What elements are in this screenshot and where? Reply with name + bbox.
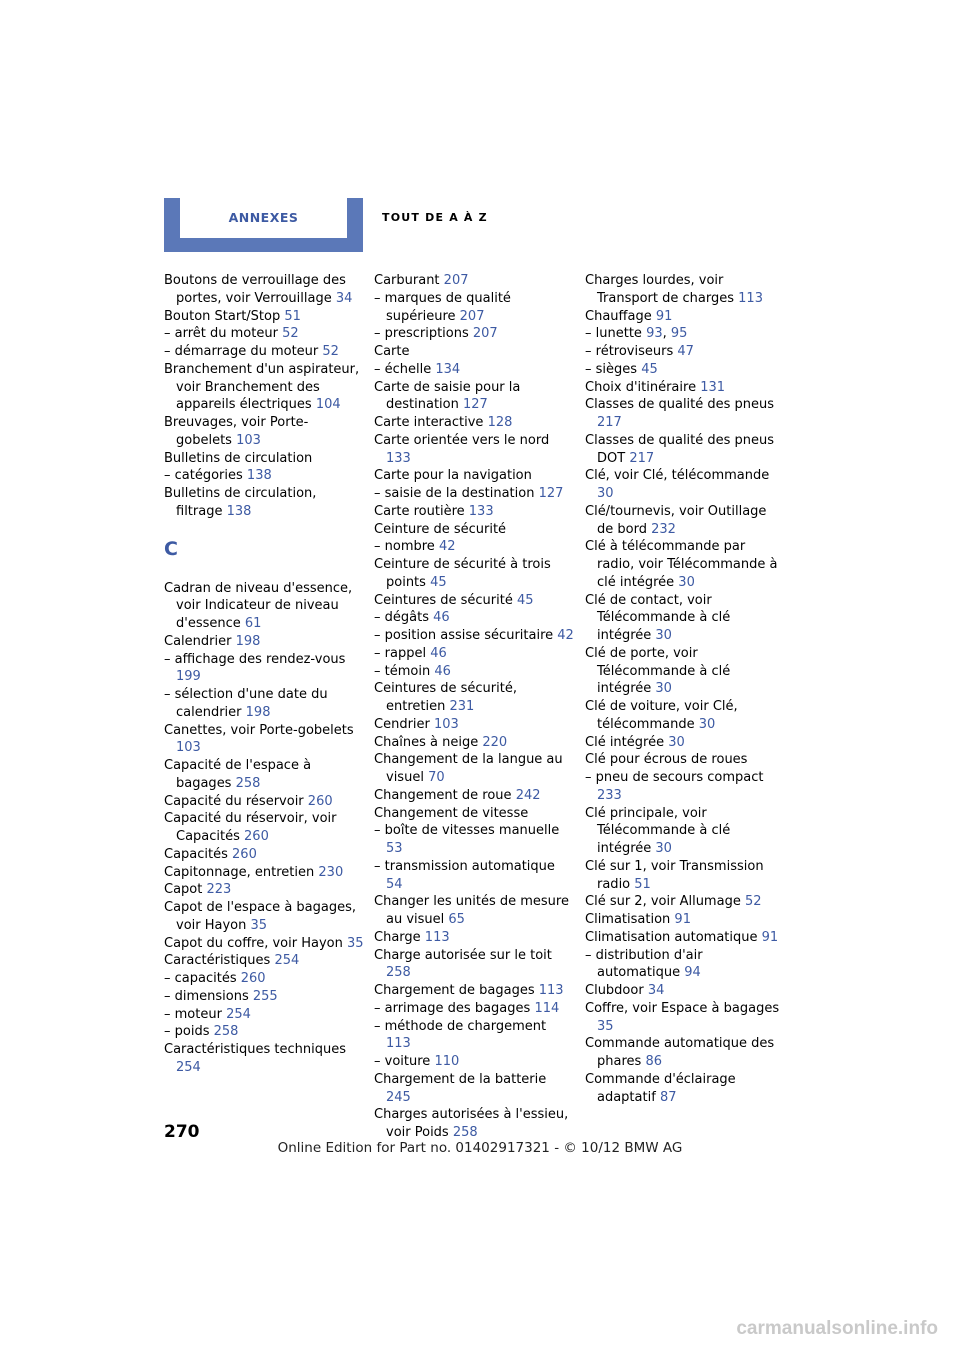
index-entry [374,627,574,645]
page-reference-link[interactable]: 217 [629,450,655,466]
page-reference-link[interactable]: 45 [516,592,534,608]
page-reference-link[interactable]: 258 [452,1125,478,1140]
index-entry [374,680,574,716]
index-entry-text: Carte de saisie pour la destination [374,379,521,413]
index-entry-text: Ceinture de sécurité à trois points [374,557,551,590]
page-reference-link[interactable]: 35 [597,1018,614,1034]
index-entry-text: Changement de la langue au visuel [374,752,563,785]
page-reference-link[interactable]: 134 [435,361,461,377]
index-entry-text: Choix d'itinéraire [585,379,697,395]
index-entry [164,935,364,953]
page-reference-link[interactable]: 260 [240,971,266,986]
index-entry-text: Classes de qualité des pneus DOT [585,432,775,466]
watermark: carmanualsonline.info [736,1318,938,1339]
page-reference-link[interactable]: 254 [176,1059,201,1075]
index-entry [374,521,574,539]
page-reference-link[interactable]: 30 [597,486,614,501]
page-reference-link[interactable]: 254 [274,953,300,969]
index-entry-text: Carburant [374,273,440,288]
index-entry [374,503,574,521]
index-entry-text: Carte pour la navigation [374,468,532,484]
page-reference-link[interactable]: 51 [634,876,651,892]
page-reference-link[interactable]: 199 [176,669,201,685]
index-column-3 [585,272,785,1106]
index-entry [374,822,574,858]
page-number: 270 [164,1122,200,1142]
index-entry-text: – sélection d'une date du calendrier [164,687,328,720]
index-entry-text: Bouton Start/Stop [164,308,281,324]
page-reference-link[interactable]: 65 [448,912,465,927]
index-entry-text: Chauffage [585,308,652,324]
index-entry-text: – lunette [585,326,642,342]
index-entry-text: – boîte de vitesses manuelle [374,823,560,839]
index-entry [164,325,364,343]
index-entry [374,1106,574,1142]
index-entry-text: – affichage des rendez-vous [164,651,346,667]
page-reference-link[interactable]: 70 [428,770,445,785]
index-entry [374,947,574,983]
page-reference-link[interactable]: 54 [386,876,403,892]
index-entry [164,970,364,988]
index-entry [164,988,364,1006]
page-reference-link[interactable]: 103 [434,716,459,732]
index-entry-text: Clé principale, voir Télécommande à clé intégrée [585,805,731,856]
page-reference-link[interactable]: 35 [347,935,364,951]
index-entry-text: Bulletins de circulation, filtrage [164,486,317,519]
index-entry [164,686,364,722]
index-entry [374,361,574,379]
index-entry [374,716,574,734]
page-reference-link[interactable]: 91 [674,912,691,927]
index-entry-text: Clé de porte, voir Télécommande à clé intégrée [585,645,731,697]
index-entry-text: – capacités [164,971,237,986]
index-entry [164,272,364,308]
index-entry-text: – distribution d'air automatique [585,947,703,981]
index-entry-text: Carte interactive [374,415,484,430]
index-entry-text: Capacités [164,846,228,862]
page-reference-link[interactable]: 260 [244,829,269,844]
index-entry [585,982,785,1000]
index-entry-text: Clé, voir Clé, télécommande [585,468,770,484]
index-entry [374,1071,574,1107]
page-reference-link[interactable]: 30 [655,841,672,856]
page-reference-link[interactable]: 53 [386,841,403,856]
index-entry [374,272,574,290]
index-entry-text: Clé à télécommande par radio, voir Télécommande à clé intégrée [585,539,778,590]
page-reference-link[interactable]: 113 [538,983,564,998]
page-reference-link[interactable]: 34 [647,983,665,998]
index-entry [164,450,364,468]
index-entry-text: Cadran de niveau d'essence, voir Indicateur de niveau d'essence [164,580,353,631]
page-reference-link[interactable]: 255 [252,988,278,1004]
page-reference-link[interactable]: 47 [677,344,694,359]
index-entry [374,609,574,627]
index-entry-text: Capot du coffre, voir Hayon [164,935,343,951]
page-reference-link[interactable]: 42 [438,539,456,555]
index-entry [374,432,574,468]
index-entry-text: Capacité du réservoir, voir Capacités [164,811,337,844]
index-entry [585,361,785,379]
index-entry-text: Charges lourdes, voir Transport de charges [585,273,735,306]
index-entry [164,899,364,935]
page-reference-link[interactable]: 254 [226,1006,251,1022]
index-entry-text: Climatisation [585,912,671,927]
index-entry-text: Capitonnage, entretien [164,864,315,880]
page-reference-link[interactable]: 230 [318,864,344,880]
index-entry [164,580,364,633]
index-entry-text: Clubdoor [585,983,644,998]
page-reference-link[interactable]: 30 [668,734,685,750]
index-entry [374,982,574,1000]
index-entry-text: Chargement de bagages [374,983,535,998]
index-entry-text: Carte orientée vers le nord [374,432,550,448]
index-entry [585,1035,785,1071]
page-reference-link[interactable]: 138 [246,468,272,484]
index-entry [585,1000,785,1036]
index-entry [374,645,574,663]
page-reference-link[interactable]: 30 [655,681,672,697]
index-entry [585,734,785,752]
page-reference-link[interactable]: 30 [698,716,716,732]
index-entry-text: – moteur [164,1006,222,1022]
index-entry-text: Boutons de verrouillage des portes, voir Verrouillage [164,273,346,306]
index-entry-text: Ceinture de sécurité [374,521,507,537]
index-entry-text: Clé pour écrous de roues [585,752,748,768]
page-reference-link[interactable]: 260 [307,793,333,809]
page-reference-link[interactable]: 34 [335,290,353,306]
page-reference-link[interactable]: 61 [244,616,262,631]
index-entry [164,651,364,687]
index-entry [374,485,574,503]
page-reference-link[interactable]: 198 [245,704,271,720]
index-entry [585,379,785,397]
page-reference-link[interactable]: 42 [557,628,574,643]
page-reference-link[interactable]: 91 [655,308,673,324]
index-entry-text: Clé de voiture, voir Clé, télécommande [585,699,738,732]
page-reference-link[interactable]: 217 [597,415,622,430]
index-entry [164,361,364,414]
index-entry [374,929,574,947]
index-entry-text: Bulletins de circulation [164,450,313,466]
page-reference-link[interactable]: 127 [538,486,564,501]
index-entry [164,467,364,485]
index-entry-text: Climatisation automatique [585,929,758,945]
index-entry-text: Clé/tournevis, voir Outillage de bord [585,503,767,537]
index-entry-text: Classes de qualité des pneus [585,397,775,413]
index-entry-text: Capacité de l'espace à bagages [164,758,312,791]
index-entry [164,864,364,882]
page-reference-link[interactable]: 52 [322,344,339,359]
index-entry [585,929,785,947]
index-entry [164,414,364,450]
index-entry [164,952,364,970]
page-reference-link[interactable]: 260 [232,846,257,862]
page-reference-link[interactable]: 46 [430,645,447,661]
index-column-1 [164,272,364,1077]
index-entry-text: – transmission automatique [374,858,555,874]
page-reference-link[interactable]: 207 [472,326,498,342]
page-reference-link[interactable]: 45 [430,574,447,590]
index-entry [374,290,574,326]
index-entry [164,793,364,811]
page-reference-link[interactable]: 231 [449,699,475,714]
page-reference-link[interactable]: 103 [176,740,201,756]
page-reference-link[interactable]: 86 [645,1054,662,1069]
page-reference-link[interactable]: 52 [744,894,762,910]
index-entry-text: Clé sur 2, voir Allumage [585,894,741,910]
index-entry [374,1000,574,1018]
index-entry-text: Calendrier [164,633,232,649]
page-reference-link[interactable]: 103 [236,432,261,448]
index-entry [585,911,785,929]
page-reference-link[interactable]: 133 [468,503,494,519]
index-entry [585,1071,785,1107]
index-entry-text: Carte [374,344,410,359]
index-entry-text: – méthode de chargement [374,1018,547,1034]
index-entry-text: – arrimage des bagages [374,1000,531,1016]
page-reference-link[interactable]: 258 [213,1024,239,1040]
page-reference-link[interactable]: 30 [678,574,695,590]
index-entry-text: Branchement d'un aspirateur, voir Branchement des appareils électriques [164,361,360,413]
index-entry [164,633,364,651]
index-entry [585,272,785,308]
index-entry [164,343,364,361]
index-entry-text: – échelle [374,361,432,377]
index-entry-text: Ceintures de sécurité, entretien [374,681,517,714]
index-entry-text: Caractéristiques techniques [164,1042,347,1057]
index-entry-text: – poids [164,1024,210,1040]
page-reference-link[interactable]: 245 [386,1089,411,1105]
index-entry-text: Capot de l'espace à bagages, voir Hayon [164,900,357,933]
index-entry-text: Cendrier [374,716,430,732]
index-entry [585,947,785,983]
index-entry-text: Canettes, voir Porte-gobelets [164,722,354,738]
page-reference-link[interactable]: 52 [282,326,299,342]
chapter-tab [164,198,363,252]
index-entry [164,881,364,899]
index-entry-text: Charge autorisée sur le toit [374,947,552,963]
index-entry-text: Chaînes à neige [374,734,479,750]
page-reference-link[interactable]: 223 [206,882,232,898]
index-entry [585,467,785,503]
page-reference-link[interactable]: 220 [482,734,508,750]
index-entry [164,485,364,521]
index-entry [585,858,785,894]
index-column-2 [374,272,574,1142]
page-reference-link[interactable]: 207 [443,273,469,288]
index-entry-text: – pneu de secours compact [585,770,764,785]
index-entry [164,810,364,846]
section-title: TOUT DE A À Z [382,211,488,224]
page-reference-link[interactable]: 258 [235,775,261,791]
page-reference-link[interactable]: 113 [738,290,763,306]
footer-edition: Online Edition for Part no. 01402917321 - © 10/12 BMW AG [277,1140,683,1156]
page-reference-link[interactable]: 233 [597,787,622,803]
index-entry [374,751,574,787]
page-reference-link[interactable]: 113 [386,1036,411,1052]
index-entry [164,308,364,326]
page-reference-link[interactable]: 207 [459,308,485,324]
index-entry-text: – dimensions [164,988,249,1004]
page-reference-link[interactable]: 91 [761,929,779,945]
index-entry [585,308,785,326]
index-entry [585,751,785,769]
page-reference-link[interactable]: 110 [434,1054,460,1069]
index-entry [374,1018,574,1054]
index-entry-text: – saisie de la destination [374,486,535,501]
page-reference-link[interactable]: 242 [515,787,541,803]
index-entry-text: – nombre [374,539,435,555]
index-entry-text: – catégories [164,468,243,484]
index-entry-text: Clé sur 1, voir Transmission radio [585,858,764,892]
index-entry-text: Commande d'éclairage adaptatif [585,1071,736,1105]
index-letter-heading: C [164,537,178,560]
page-reference-link[interactable]: 93 [646,326,663,342]
page-reference-link[interactable]: 114 [534,1000,560,1016]
page-reference-link[interactable]: 232 [651,521,676,537]
page-reference-link[interactable]: 258 [386,965,411,981]
index-entry [374,893,574,929]
index-entry [585,503,785,539]
index-entry [374,556,574,592]
index-entry [585,698,785,734]
index-entry-text: Charges autorisées à l'essieu, voir Poids [374,1107,569,1140]
index-entry-text: – dégâts [374,610,429,626]
index-entry-text: Commande automatique des phares [585,1036,775,1069]
index-entry-text: Capot [164,882,203,898]
index-entry-text: Clé intégrée [585,734,665,750]
index-entry [374,379,574,415]
index-entry [164,1023,364,1041]
index-entry [164,1041,364,1077]
page-reference-link[interactable]: 104 [315,397,341,413]
index-entry-text: – rappel [374,645,427,661]
index-entry-text: Chargement de la batterie [374,1071,547,1087]
index-entry [585,645,785,698]
index-entry: – lunette 93, 95 [585,326,688,342]
page-reference-link[interactable]: 131 [700,379,726,395]
index-entry [374,325,574,343]
index-entry [164,846,364,864]
index-entry [585,805,785,858]
page-reference-link[interactable]: 138 [226,503,252,519]
index-entry [374,538,574,556]
index-entry [585,396,785,432]
index-entry-text: Carte routière [374,503,465,519]
index-entry-text: Changement de roue [374,787,512,803]
page-reference-link[interactable]: 198 [235,633,261,649]
index-entry-text: – position assise sécuritaire [374,628,554,643]
index-entry [585,343,785,361]
index-entry-text: – prescriptions [374,326,469,342]
index-entry-text: – arrêt du moteur [164,326,278,342]
index-entry-text: – témoin [374,663,431,679]
page-reference-link[interactable]: 133 [386,450,411,466]
page-reference-link[interactable]: 94 [684,965,701,981]
index-entry [374,1053,574,1071]
index-entry [374,592,574,610]
index-entry [585,592,785,645]
index-entry [374,467,574,485]
page-reference-link[interactable]: 113 [424,929,450,945]
index-entry-text: Charge [374,929,421,945]
index-entry [585,432,785,468]
page-reference-link[interactable]: 46 [434,663,451,679]
index-entry [164,1006,364,1024]
index-entry-text: Clé de contact, voir Télécommande à clé intégrée [585,592,731,643]
index-entry [585,538,785,591]
index-entry [374,858,574,894]
page-reference-link[interactable]: 51 [284,308,301,324]
page-reference-link[interactable]: 87 [659,1089,677,1105]
page-reference-link[interactable]: 46 [433,610,450,626]
index-entry-text: Breuvages, voir Porte-gobelets [164,415,309,448]
index-entry [374,787,574,805]
index-entry [374,734,574,752]
page-reference-link[interactable]: 127 [462,397,488,413]
index-entry-text: Ceintures de sécurité [374,592,513,608]
index-entry-text: – marques de qualité supérieure [374,290,511,324]
chapter-tab-label: ANNEXES [180,198,347,238]
index-entry [164,757,364,793]
index-entry [374,343,574,361]
index-entry-text: Capacité du réservoir [164,793,304,809]
index-entry-text: Coffre, voir Espace à bagages [585,1000,780,1016]
index-entry [585,893,785,911]
index-entry [374,663,574,681]
index-entry-text: Caractéristiques [164,953,271,969]
index-entry [374,805,574,823]
index-entry [585,769,785,805]
index-entry [374,414,574,432]
index-entry-text: Changement de vitesse [374,805,529,821]
page-reference-link[interactable]: 45 [641,361,658,377]
index-entry [164,722,364,758]
page-reference-link[interactable]: 95 [670,326,688,342]
index-entry-text: – sièges [585,361,638,377]
index-entry-text: – voiture [374,1054,431,1069]
page-reference-link[interactable]: 30 [655,628,672,643]
page-reference-link[interactable]: 35 [250,917,268,933]
page-reference-link[interactable]: 128 [487,415,513,430]
index-entry-text: Changer les unités de mesure au visuel [374,894,569,927]
index-entry-text: – démarrage du moteur [164,344,319,359]
index-entry-text: – rétroviseurs [585,344,674,359]
